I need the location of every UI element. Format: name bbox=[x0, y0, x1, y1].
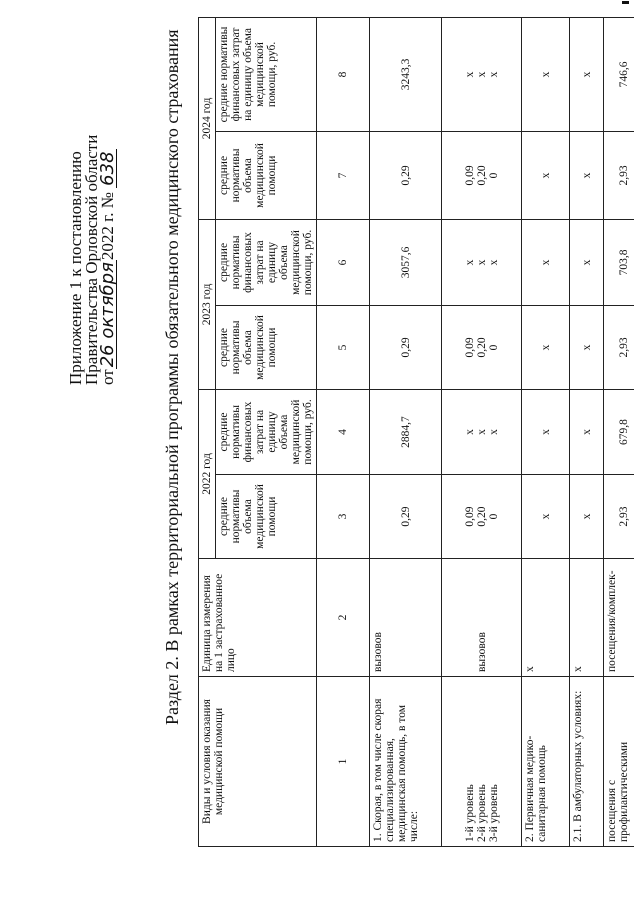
row-unit: х bbox=[522, 559, 570, 677]
cell-value: 679,8 bbox=[604, 389, 634, 474]
cell-value: х bbox=[522, 475, 570, 559]
cell-value: х bbox=[570, 389, 604, 474]
col-number: 4 bbox=[317, 389, 370, 474]
header-cost-2022: средние нормативы финансовых затрат на единицу объема медицинской помощи, руб. bbox=[216, 389, 317, 474]
cell-value: 2,93 bbox=[604, 305, 634, 389]
header-year-2023: 2023 год bbox=[199, 219, 216, 389]
table-row bbox=[570, 17, 604, 846]
cell-value: х bbox=[475, 259, 488, 266]
row-unit: вызовов bbox=[370, 559, 442, 677]
cell-value: 0,29 bbox=[370, 305, 442, 389]
header-volume-2024: средние нормативы объема медицинской помощи bbox=[216, 131, 317, 219]
cell-values bbox=[442, 131, 522, 219]
cell-values bbox=[442, 389, 522, 474]
cell-value: 0,20 bbox=[475, 337, 488, 358]
cell-value: х bbox=[475, 71, 488, 78]
handwritten-number: 638 bbox=[97, 151, 118, 186]
cell-value: 0,09 bbox=[463, 506, 476, 527]
cell-value: 0,09 bbox=[463, 165, 476, 186]
date-suffix: 2022 г. № bbox=[98, 192, 117, 261]
cell-value: 2,93 bbox=[604, 131, 634, 219]
appendix-line-3 bbox=[97, 15, 118, 385]
cell-value: 0 bbox=[487, 513, 500, 520]
cell-value: 0,29 bbox=[370, 475, 442, 559]
appendix-line-1: Приложение 1 к постановлению bbox=[66, 151, 85, 385]
row-unit: вызовов bbox=[442, 559, 522, 677]
cell-values bbox=[442, 17, 522, 131]
header-col-unit: Единица измерения на 1 застрахованное лицо bbox=[199, 559, 317, 677]
cell-value: 0 bbox=[487, 344, 500, 351]
col-number: 7 bbox=[317, 131, 370, 219]
cell-value: х bbox=[570, 131, 604, 219]
header-row-years bbox=[199, 17, 216, 846]
table-row bbox=[522, 17, 570, 846]
table-row bbox=[604, 17, 634, 846]
header-volume-2022: средние нормативы объема медицинской помощи bbox=[216, 475, 317, 559]
header-year-2022: 2022 год bbox=[199, 389, 216, 558]
col-number: 1 bbox=[317, 677, 370, 847]
row-name: 2.1. В амбулаторных условиях: bbox=[570, 677, 604, 847]
cell-value: 2,93 bbox=[604, 475, 634, 559]
cell-value: х bbox=[522, 219, 570, 305]
cell-values bbox=[442, 305, 522, 389]
handwritten-date: 26 октября bbox=[97, 262, 118, 368]
cell-value: х bbox=[463, 71, 476, 78]
header-volume-2023: средние нормативы объема медицинской помощи bbox=[216, 305, 317, 389]
row-name: 2. Первичная медико-санитарная помощь bbox=[522, 677, 570, 847]
cell-value: 3243,3 bbox=[370, 17, 442, 131]
row-unit: х bbox=[570, 559, 604, 677]
cell-value: х bbox=[487, 259, 500, 266]
appendix-line-2: Правительства Орловской области bbox=[82, 134, 101, 385]
header-year-2024: 2024 год bbox=[199, 17, 216, 219]
header-col-type: Виды и условия оказания медицинской помощи bbox=[199, 677, 317, 847]
cell-value: 0,09 bbox=[463, 337, 476, 358]
cell-value: х bbox=[463, 259, 476, 266]
cell-value: х bbox=[463, 429, 476, 435]
row-name-levels bbox=[442, 677, 522, 847]
col-number: 5 bbox=[317, 305, 370, 389]
cell-value: х bbox=[522, 17, 570, 131]
col-number: 8 bbox=[317, 17, 370, 131]
cell-value: х bbox=[570, 17, 604, 131]
cell-value: 3057,6 bbox=[370, 219, 442, 305]
cell-value: х bbox=[570, 475, 604, 559]
cell-value: х bbox=[522, 131, 570, 219]
cell-value: х bbox=[522, 305, 570, 389]
cell-value: 0 bbox=[487, 172, 500, 179]
section-title: Раздел 2. В рамках территориальной программы обязательного медицинского страхования bbox=[162, 29, 182, 725]
level-label: 3-й уровень bbox=[487, 784, 500, 842]
level-label: 1-й уровень bbox=[463, 784, 476, 842]
table-row bbox=[370, 17, 442, 846]
cell-value: 0,20 bbox=[475, 165, 488, 186]
cell-value: 2884,7 bbox=[370, 389, 442, 474]
level-label: 2-й уровень bbox=[475, 784, 488, 842]
col-number: 3 bbox=[317, 475, 370, 559]
cell-values bbox=[442, 219, 522, 305]
cell-value: 703,8 bbox=[604, 219, 634, 305]
row-name: посещения с профилактическими bbox=[604, 677, 634, 847]
cell-value: 746,6 bbox=[604, 17, 634, 131]
cell-value: х bbox=[487, 429, 500, 435]
row-unit: посещения/комплек- bbox=[604, 559, 634, 677]
column-number-row bbox=[317, 17, 370, 846]
table-row bbox=[442, 17, 522, 846]
appendix-block bbox=[68, 15, 117, 385]
cell-value: 0,29 bbox=[370, 131, 442, 219]
cell-value: х bbox=[570, 305, 604, 389]
norms-table bbox=[198, 17, 634, 847]
date-prefix: от bbox=[98, 369, 117, 385]
row-name: 1. Скорая, в том числе скорая специализированная, медицинская помощь, в том числе: bbox=[370, 677, 442, 847]
cell-value: 0,20 bbox=[475, 506, 488, 527]
cell-value: х bbox=[570, 219, 604, 305]
cell-value: х bbox=[522, 389, 570, 474]
cell-value: х bbox=[475, 429, 488, 435]
col-number: 2 bbox=[317, 559, 370, 677]
cell-value: х bbox=[487, 71, 500, 78]
header-cost-2023: средние нормативы финансовых затрат на единицу объема медицинской помощи, руб. bbox=[216, 219, 317, 305]
col-number: 6 bbox=[317, 219, 370, 305]
cell-values bbox=[442, 475, 522, 559]
header-cost-2024: средние нормативы финансовых затрат на единицу объема медицинской помощи, руб. bbox=[216, 17, 317, 131]
